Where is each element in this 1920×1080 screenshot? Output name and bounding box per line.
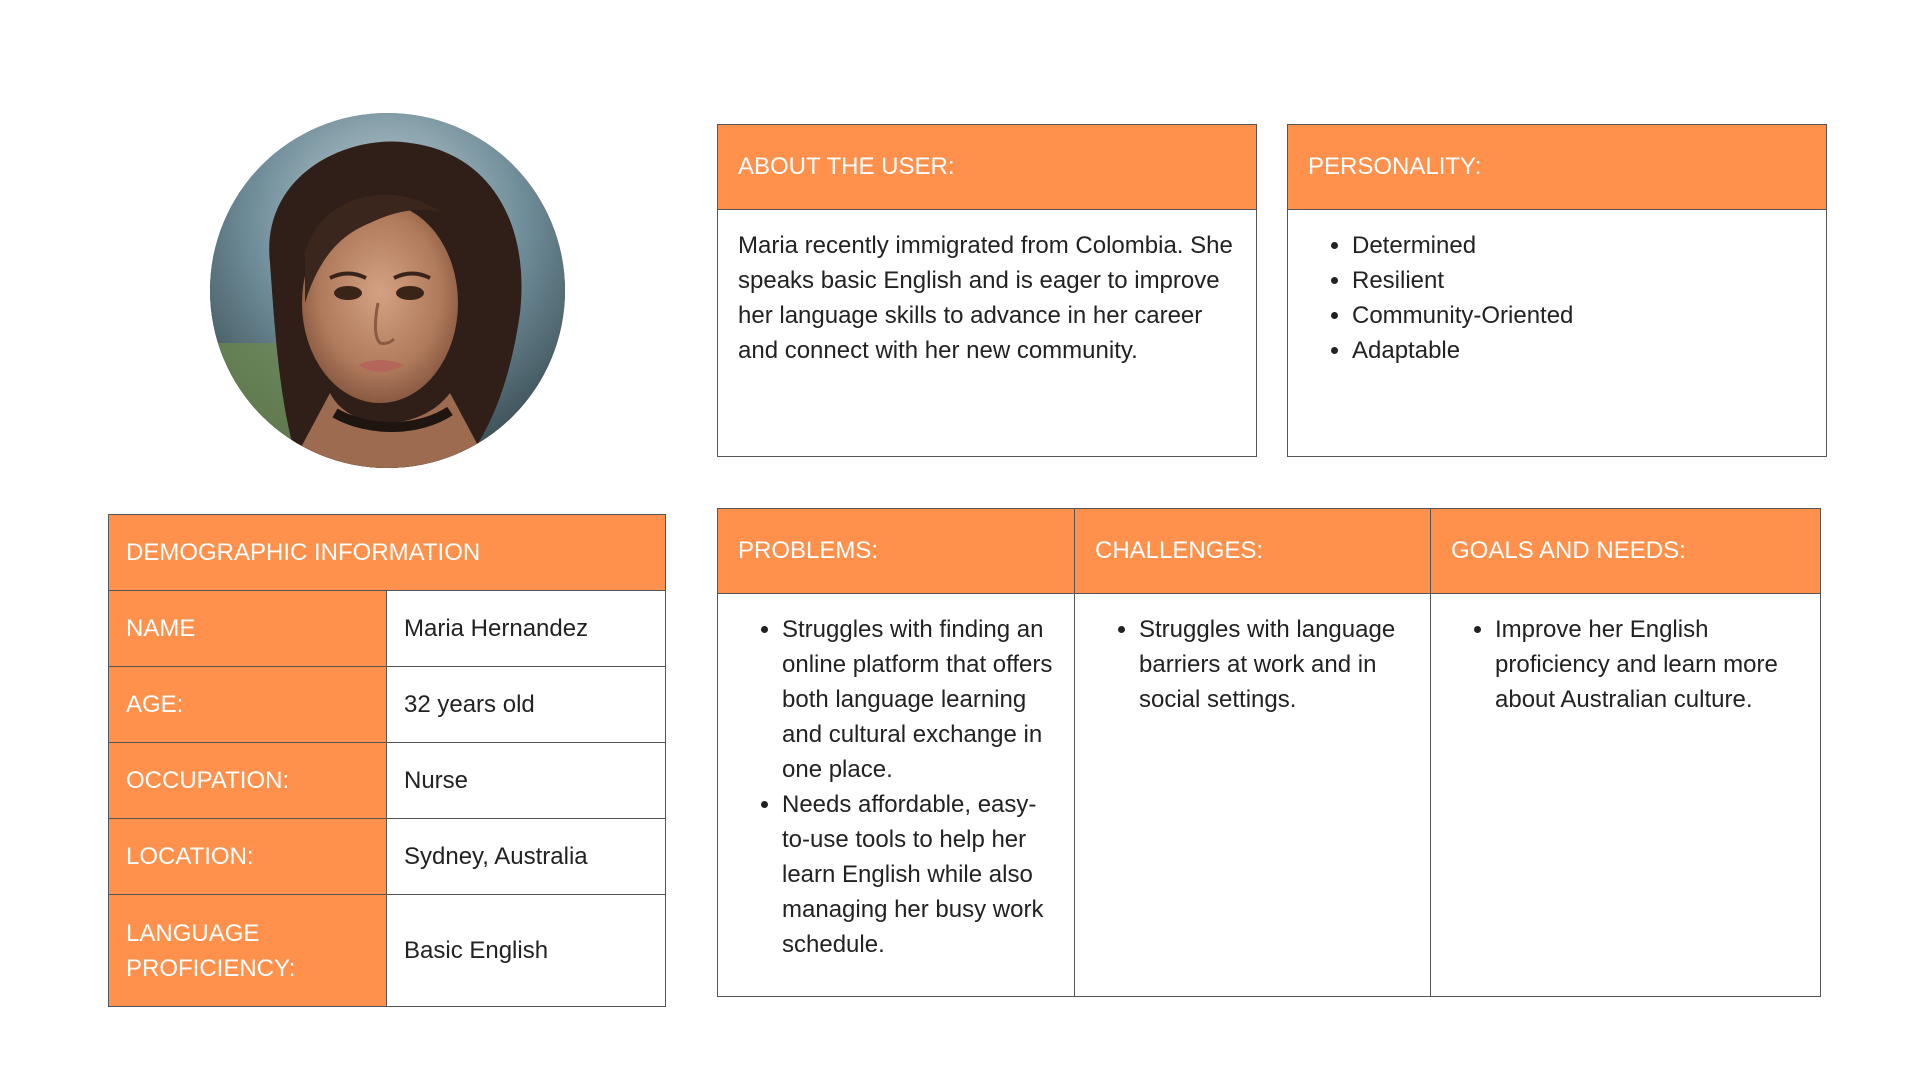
list-item: • Struggles with finding an online platform that offers both language learning and cultural exchange in one place. [782, 612, 1054, 787]
table-row [109, 667, 665, 743]
list-item: • Improve her English proficiency and learn more about Australian culture. [1495, 612, 1800, 717]
row-label: AGE: [109, 667, 387, 742]
goals-list [1451, 612, 1800, 717]
challenges-title: CHALLENGES: [1075, 509, 1430, 594]
list-item: • Determined [1352, 228, 1806, 263]
row-label: LOCATION: [109, 819, 387, 894]
about-body [718, 210, 1256, 386]
problems-challenges-goals [717, 508, 1821, 997]
profile-photo [210, 113, 565, 468]
table-row [109, 591, 665, 667]
row-value: Nurse [404, 766, 469, 794]
problems-column [718, 509, 1074, 996]
challenges-list [1095, 612, 1410, 717]
personality-body [1288, 210, 1826, 386]
problems-list [738, 612, 1054, 962]
personality-list [1308, 228, 1806, 368]
row-label: LANGUAGE PROFICIENCY: [109, 895, 387, 1006]
personality-card [1287, 124, 1827, 457]
demographic-table [108, 514, 666, 1007]
list-item: • Struggles with language barriers at work and in social settings. [1139, 612, 1410, 717]
challenges-column [1074, 509, 1430, 996]
personality-title: PERSONALITY: [1288, 125, 1826, 210]
demographic-title: DEMOGRAPHIC INFORMATION [109, 515, 665, 591]
list-item: • Needs affordable, easy-to-use tools to help her learn English while also managing her busy work schedule. [782, 787, 1054, 962]
table-row [109, 895, 665, 1006]
row-value: 32 years old [404, 690, 535, 718]
table-row [109, 819, 665, 895]
about-text: Maria recently immigrated from Colombia. She speaks basic English and is eager to improve her language skills to advance in her career and connect with her new community. [738, 232, 1233, 364]
row-value: Maria Hernandez [404, 614, 589, 642]
row-label: NAME [109, 591, 387, 666]
goals-title: GOALS AND NEEDS: [1431, 509, 1820, 594]
about-card [717, 124, 1257, 457]
challenges-body [1075, 594, 1430, 735]
table-row [109, 743, 665, 819]
row-value: Sydney, Australia [404, 842, 588, 870]
goals-body [1431, 594, 1820, 735]
about-title: ABOUT THE USER: [718, 125, 1256, 210]
row-label: OCCUPATION: [109, 743, 387, 818]
list-item: • Resilient [1352, 263, 1806, 298]
list-item: • Community-Oriented [1352, 298, 1806, 333]
list-item: • Adaptable [1352, 333, 1806, 368]
problems-body [718, 594, 1074, 980]
goals-column [1430, 509, 1820, 996]
user-portrait-photo-icon [210, 113, 565, 468]
row-value: Basic English [404, 936, 549, 964]
problems-title: PROBLEMS: [718, 509, 1074, 594]
